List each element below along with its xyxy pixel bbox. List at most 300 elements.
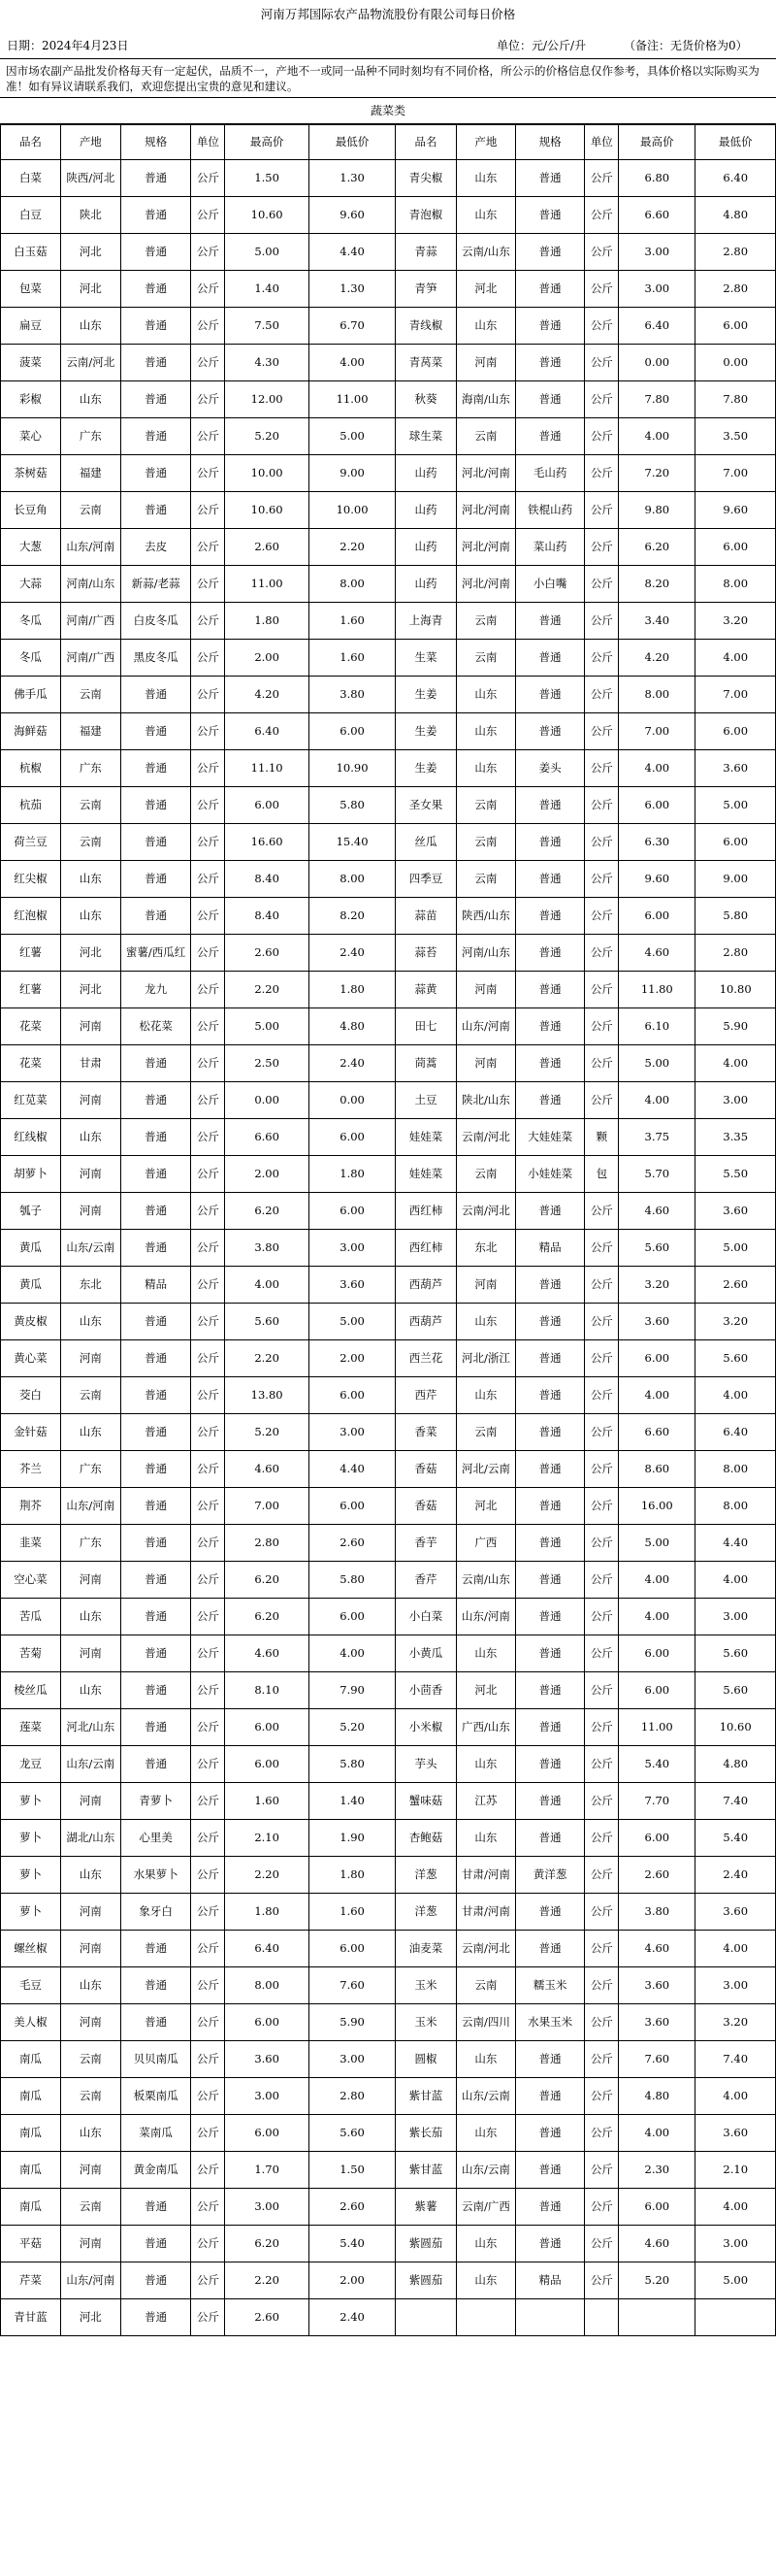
cell-min-price: 3.50	[695, 418, 776, 455]
cell-name: 紫圆茄	[396, 2226, 457, 2262]
cell-origin: 河南/山东	[60, 566, 120, 603]
cell-origin: 山东	[60, 1119, 120, 1156]
cell-max-price: 8.00	[225, 1967, 309, 2004]
cell-name: 上海青	[396, 603, 457, 640]
cell-unit: 公斤	[191, 972, 225, 1008]
cell-origin: 河南	[60, 2152, 120, 2189]
table-row	[1, 1562, 776, 1599]
cell-min-price: 5.00	[695, 2262, 776, 2299]
cell-name: 蒜苗	[396, 898, 457, 935]
cell-min-price: 4.00	[695, 1045, 776, 1082]
cell-unit: 公斤	[191, 787, 225, 824]
cell-origin	[457, 2299, 516, 2336]
cell-name: 黄瓜	[1, 1230, 61, 1267]
cell-origin: 云南	[457, 787, 516, 824]
cell-unit: 公斤	[585, 197, 619, 234]
cell-unit: 公斤	[585, 1820, 619, 1857]
cell-max-price: 2.80	[225, 1525, 309, 1562]
cell-name: 西兰花	[396, 1340, 457, 1377]
cell-name: 平菇	[1, 2226, 61, 2262]
cell-spec: 普通	[120, 2189, 191, 2226]
cell-min-price: 2.80	[695, 935, 776, 972]
cell-origin: 河北	[60, 2299, 120, 2336]
cell-origin: 河南	[60, 1894, 120, 1931]
cell-spec: 普通	[120, 455, 191, 492]
cell-max-price: 5.40	[619, 1746, 695, 1783]
cell-name: 芥兰	[1, 1451, 61, 1488]
cell-origin: 山东	[60, 381, 120, 418]
cell-spec: 普通	[515, 2041, 585, 2078]
cell-min-price: 2.60	[309, 1525, 396, 1562]
cell-min-price: 6.00	[309, 1599, 396, 1635]
cell-unit: 公斤	[191, 1783, 225, 1820]
cell-min-price: 2.10	[695, 2152, 776, 2189]
cell-origin: 河南/山东	[457, 935, 516, 972]
cell-min-price: 4.00	[309, 345, 396, 381]
cell-min-price: 5.50	[695, 1156, 776, 1193]
cell-spec: 普通	[120, 898, 191, 935]
price-unit: 单位：元/公斤/升	[497, 39, 587, 52]
cell-min-price: 5.90	[309, 2004, 396, 2041]
cell-name: 芋头	[396, 1746, 457, 1783]
cell-max-price: 6.00	[225, 787, 309, 824]
cell-spec: 普通	[515, 2078, 585, 2115]
cell-spec: 普通	[120, 1414, 191, 1451]
table-row	[1, 529, 776, 566]
cell-name: 南瓜	[1, 2152, 61, 2189]
cell-unit: 公斤	[191, 1820, 225, 1857]
cell-max-price: 10.00	[225, 455, 309, 492]
cell-max-price: 13.80	[225, 1377, 309, 1414]
cell-name: 大蒜	[1, 566, 61, 603]
cell-unit: 公斤	[191, 1525, 225, 1562]
cell-name: 西葫芦	[396, 1304, 457, 1340]
cell-origin: 云南	[457, 640, 516, 677]
cell-unit: 颗	[585, 1119, 619, 1156]
cell-min-price: 5.00	[309, 418, 396, 455]
cell-min-price: 1.60	[309, 603, 396, 640]
cell-min-price: 1.60	[309, 640, 396, 677]
cell-name: 扁豆	[1, 308, 61, 345]
cell-origin: 山东	[457, 2262, 516, 2299]
cell-unit: 公斤	[585, 566, 619, 603]
cell-min-price: 2.20	[309, 529, 396, 566]
cell-name: 菠菜	[1, 345, 61, 381]
cell-name: 蟹味菇	[396, 1783, 457, 1820]
cell-unit: 公斤	[585, 2226, 619, 2262]
cell-max-price: 2.60	[225, 529, 309, 566]
cell-origin: 河北	[457, 1672, 516, 1709]
table-row	[1, 972, 776, 1008]
table-row	[1, 2152, 776, 2189]
table-row	[1, 1820, 776, 1857]
cell-unit: 公斤	[585, 640, 619, 677]
table-row	[1, 2041, 776, 2078]
cell-max-price: 3.75	[619, 1119, 695, 1156]
cell-origin: 山东/云南	[60, 1230, 120, 1267]
cell-min-price: 5.60	[309, 2115, 396, 2152]
table-row	[1, 1304, 776, 1340]
cell-origin: 陕西/河北	[60, 160, 120, 197]
category-title: 蔬菜类	[0, 98, 776, 124]
cell-max-price: 11.10	[225, 750, 309, 787]
cell-unit: 公斤	[191, 455, 225, 492]
cell-origin: 山东	[60, 1414, 120, 1451]
cell-max-price: 4.00	[619, 2115, 695, 2152]
cell-origin: 河南	[60, 1562, 120, 1599]
cell-origin: 山东	[457, 1746, 516, 1783]
cell-name: 红薯	[1, 972, 61, 1008]
cell-name: 西红柿	[396, 1230, 457, 1267]
cell-origin: 陕西/山东	[457, 898, 516, 935]
cell-name: 棱丝瓜	[1, 1672, 61, 1709]
cell-origin: 山东	[457, 2041, 516, 2078]
cell-min-price: 2.80	[309, 2078, 396, 2115]
table-row	[1, 1672, 776, 1709]
cell-max-price: 0.00	[619, 345, 695, 381]
cell-unit: 公斤	[191, 2004, 225, 2041]
cell-name: 山药	[396, 566, 457, 603]
cell-max-price: 4.00	[619, 418, 695, 455]
cell-max-price: 7.20	[619, 455, 695, 492]
cell-unit: 公斤	[191, 1599, 225, 1635]
cell-origin: 河北/浙江	[457, 1340, 516, 1377]
cell-unit: 公斤	[191, 603, 225, 640]
cell-name: 香芋	[396, 1525, 457, 1562]
table-row	[1, 1635, 776, 1672]
cell-unit: 公斤	[585, 603, 619, 640]
cell-max-price: 4.60	[619, 935, 695, 972]
table-row	[1, 345, 776, 381]
cell-name: 冬瓜	[1, 640, 61, 677]
cell-max-price: 6.00	[619, 1820, 695, 1857]
cell-spec: 普通	[120, 1340, 191, 1377]
cell-min-price: 5.80	[309, 1562, 396, 1599]
cell-max-price: 3.20	[619, 1267, 695, 1304]
cell-name: 生姜	[396, 713, 457, 750]
cell-origin: 河北/河南	[457, 455, 516, 492]
cell-min-price: 2.40	[309, 935, 396, 972]
cell-origin: 福建	[60, 455, 120, 492]
cell-spec: 青萝卜	[120, 1783, 191, 1820]
cell-unit: 公斤	[191, 1451, 225, 1488]
cell-unit: 公斤	[191, 2115, 225, 2152]
cell-unit: 公斤	[191, 1894, 225, 1931]
cell-unit: 公斤	[585, 1857, 619, 1894]
table-row	[1, 2078, 776, 2115]
cell-max-price: 3.60	[619, 1304, 695, 1340]
cell-unit: 公斤	[585, 381, 619, 418]
cell-origin: 山东	[457, 197, 516, 234]
cell-name: 金针菇	[1, 1414, 61, 1451]
table-row	[1, 640, 776, 677]
table-row	[1, 1599, 776, 1635]
cell-unit: 公斤	[585, 1414, 619, 1451]
cell-name: 彩椒	[1, 381, 61, 418]
cell-spec: 普通	[120, 713, 191, 750]
cell-unit: 公斤	[585, 2041, 619, 2078]
cell-name: 油麦菜	[396, 1931, 457, 1967]
cell-unit: 公斤	[585, 1488, 619, 1525]
cell-spec: 普通	[120, 2226, 191, 2262]
cell-max-price: 7.00	[619, 713, 695, 750]
cell-spec: 普通	[120, 1746, 191, 1783]
cell-min-price: 3.20	[695, 1304, 776, 1340]
cell-max-price: 2.20	[225, 2262, 309, 2299]
cell-unit: 公斤	[585, 418, 619, 455]
cell-spec: 普通	[120, 1599, 191, 1635]
cell-spec: 普通	[120, 1451, 191, 1488]
cell-unit: 公斤	[585, 492, 619, 529]
cell-min-price: 3.20	[695, 603, 776, 640]
cell-min-price: 9.00	[695, 861, 776, 898]
cell-min-price: 3.60	[695, 2115, 776, 2152]
cell-name: 萝卜	[1, 1894, 61, 1931]
cell-unit: 公斤	[191, 1340, 225, 1377]
table-row	[1, 1340, 776, 1377]
cell-origin: 云南/四川	[457, 2004, 516, 2041]
cell-name: 紫长茄	[396, 2115, 457, 2152]
table-row	[1, 824, 776, 861]
cell-origin: 山东	[457, 1377, 516, 1414]
cell-max-price: 16.60	[225, 824, 309, 861]
cell-min-price: 3.80	[309, 677, 396, 713]
cell-spec: 黑皮冬瓜	[120, 640, 191, 677]
cell-unit: 公斤	[191, 234, 225, 271]
cell-unit: 公斤	[585, 1082, 619, 1119]
cell-max-price: 6.20	[225, 2226, 309, 2262]
cell-name: 球生菜	[396, 418, 457, 455]
cell-unit: 公斤	[191, 2078, 225, 2115]
cell-spec: 普通	[515, 898, 585, 935]
cell-name	[396, 2299, 457, 2336]
cell-min-price: 9.60	[695, 492, 776, 529]
cell-origin: 河北/云南	[457, 1451, 516, 1488]
cell-max-price: 6.20	[225, 1193, 309, 1230]
cell-spec: 普通	[120, 197, 191, 234]
cell-origin: 广西/山东	[457, 1709, 516, 1746]
cell-spec: 普通	[515, 197, 585, 234]
cell-max-price: 6.60	[225, 1119, 309, 1156]
cell-origin: 河北	[457, 1488, 516, 1525]
cell-unit: 公斤	[585, 1709, 619, 1746]
cell-spec: 普通	[515, 1377, 585, 1414]
cell-max-price: 6.40	[619, 308, 695, 345]
cell-min-price: 9.60	[309, 197, 396, 234]
cell-spec: 普通	[515, 603, 585, 640]
cell-max-price: 0.00	[225, 1082, 309, 1119]
cell-max-price: 6.00	[619, 2189, 695, 2226]
cell-spec: 普通	[515, 1525, 585, 1562]
cell-origin: 河北	[60, 271, 120, 308]
cell-origin: 云南	[457, 824, 516, 861]
cell-spec: 精品	[515, 2262, 585, 2299]
cell-max-price: 6.30	[619, 824, 695, 861]
page-title: 河南万邦国际农产品物流股份有限公司每日价格	[260, 7, 516, 21]
cell-min-price: 3.00	[695, 2226, 776, 2262]
table-row	[1, 1119, 776, 1156]
cell-min-price: 9.00	[309, 455, 396, 492]
cell-unit: 公斤	[585, 972, 619, 1008]
cell-name: 瓠子	[1, 1193, 61, 1230]
cell-min-price: 6.00	[309, 713, 396, 750]
cell-origin: 广西	[457, 1525, 516, 1562]
cell-origin: 河北	[60, 234, 120, 271]
cell-min-price: 2.00	[309, 1340, 396, 1377]
cell-spec: 普通	[120, 1931, 191, 1967]
cell-max-price: 11.00	[225, 566, 309, 603]
column-header-max-price: 最高价	[619, 125, 695, 160]
cell-name: 小白菜	[396, 1599, 457, 1635]
cell-max-price: 2.00	[225, 1156, 309, 1193]
cell-max-price: 8.00	[619, 677, 695, 713]
cell-spec: 普通	[515, 1488, 585, 1525]
table-row	[1, 1414, 776, 1451]
table-row	[1, 1746, 776, 1783]
table-row	[1, 1525, 776, 1562]
cell-spec: 普通	[515, 640, 585, 677]
cell-spec: 板栗南瓜	[120, 2078, 191, 2115]
cell-origin: 河南	[60, 1783, 120, 1820]
cell-min-price: 1.80	[309, 1857, 396, 1894]
cell-origin: 海南/山东	[457, 381, 516, 418]
cell-origin: 河南	[60, 2004, 120, 2041]
cell-unit: 公斤	[191, 1967, 225, 2004]
cell-name: 荷兰豆	[1, 824, 61, 861]
cell-min-price: 7.40	[695, 2041, 776, 2078]
cell-unit: 公斤	[191, 1857, 225, 1894]
cell-max-price: 10.60	[225, 492, 309, 529]
cell-min-price: 4.80	[695, 1746, 776, 1783]
cell-unit: 公斤	[585, 677, 619, 713]
cell-name: 毛豆	[1, 1967, 61, 2004]
table-row	[1, 1967, 776, 2004]
cell-unit: 公斤	[191, 1230, 225, 1267]
table-row	[1, 1931, 776, 1967]
cell-origin: 山东	[60, 1967, 120, 2004]
table-row	[1, 1783, 776, 1820]
cell-spec: 普通	[515, 1894, 585, 1931]
cell-name: 紫甘蓝	[396, 2078, 457, 2115]
cell-spec: 普通	[515, 418, 585, 455]
cell-min-price: 1.80	[309, 1156, 396, 1193]
cell-unit: 公斤	[191, 2189, 225, 2226]
cell-origin: 河北	[60, 972, 120, 1008]
cell-spec: 普通	[515, 1082, 585, 1119]
table-row	[1, 2226, 776, 2262]
cell-spec: 黄洋葱	[515, 1857, 585, 1894]
cell-name: 红苋菜	[1, 1082, 61, 1119]
cell-spec: 普通	[515, 381, 585, 418]
cell-origin: 山东	[60, 1599, 120, 1635]
cell-name: 红线椒	[1, 1119, 61, 1156]
cell-spec: 蜜薯/西瓜红	[120, 935, 191, 972]
cell-unit: 公斤	[191, 1488, 225, 1525]
cell-origin: 山东/河南	[60, 1488, 120, 1525]
cell-spec: 普通	[515, 824, 585, 861]
cell-spec: 普通	[515, 1931, 585, 1967]
cell-min-price: 3.35	[695, 1119, 776, 1156]
cell-min-price	[695, 2299, 776, 2336]
cell-unit: 公斤	[191, 861, 225, 898]
table-row	[1, 603, 776, 640]
cell-min-price: 6.70	[309, 308, 396, 345]
cell-spec: 普通	[120, 1709, 191, 1746]
cell-min-price: 3.60	[695, 750, 776, 787]
cell-spec: 普通	[120, 1082, 191, 1119]
cell-max-price: 4.60	[225, 1635, 309, 1672]
cell-min-price: 3.00	[309, 2041, 396, 2078]
cell-origin: 云南/山东	[457, 1562, 516, 1599]
cell-min-price: 4.40	[695, 1525, 776, 1562]
cell-origin: 河北/河南	[457, 529, 516, 566]
meta-bar	[0, 29, 776, 59]
cell-name: 生姜	[396, 677, 457, 713]
cell-min-price: 6.00	[309, 1377, 396, 1414]
cell-unit: 公斤	[585, 345, 619, 381]
cell-min-price: 7.00	[695, 455, 776, 492]
cell-origin: 陕北/山东	[457, 1082, 516, 1119]
cell-origin: 山东	[457, 2115, 516, 2152]
cell-min-price: 6.00	[695, 529, 776, 566]
cell-spec: 普通	[515, 677, 585, 713]
cell-name: 青莴菜	[396, 345, 457, 381]
cell-max-price: 3.40	[619, 603, 695, 640]
cell-min-price: 3.00	[695, 1082, 776, 1119]
cell-unit: 公斤	[585, 2152, 619, 2189]
cell-name: 南瓜	[1, 2078, 61, 2115]
cell-unit: 公斤	[585, 271, 619, 308]
cell-min-price: 5.60	[695, 1340, 776, 1377]
cell-spec: 普通	[515, 1709, 585, 1746]
column-header-max-price: 最高价	[225, 125, 309, 160]
cell-origin: 云南	[457, 1156, 516, 1193]
cell-unit: 公斤	[585, 1672, 619, 1709]
cell-max-price: 2.20	[225, 1340, 309, 1377]
cell-max-price: 3.00	[225, 2189, 309, 2226]
cell-name: 苦菊	[1, 1635, 61, 1672]
cell-unit: 公斤	[191, 197, 225, 234]
cell-origin: 甘肃/河南	[457, 1857, 516, 1894]
cell-origin: 河南	[60, 1082, 120, 1119]
cell-name: 田七	[396, 1008, 457, 1045]
cell-unit: 公斤	[585, 529, 619, 566]
cell-max-price: 3.60	[619, 2004, 695, 2041]
cell-origin: 湖北/山东	[60, 1820, 120, 1857]
cell-max-price: 4.60	[619, 2226, 695, 2262]
cell-unit: 公斤	[191, 271, 225, 308]
cell-unit: 公斤	[585, 787, 619, 824]
cell-spec: 普通	[515, 1304, 585, 1340]
cell-name: 山药	[396, 492, 457, 529]
cell-max-price: 4.00	[619, 1562, 695, 1599]
cell-min-price: 5.60	[695, 1635, 776, 1672]
cell-name: 南瓜	[1, 2041, 61, 2078]
cell-min-price: 5.00	[309, 1304, 396, 1340]
table-row	[1, 197, 776, 234]
cell-name: 青蒜	[396, 234, 457, 271]
cell-max-price: 6.60	[619, 1414, 695, 1451]
cell-origin: 山东	[457, 1820, 516, 1857]
cell-min-price: 4.40	[309, 1451, 396, 1488]
cell-max-price: 6.40	[225, 713, 309, 750]
cell-name: 花菜	[1, 1045, 61, 1082]
column-header-spec: 规格	[120, 125, 191, 160]
cell-max-price: 8.20	[619, 566, 695, 603]
cell-origin: 河南	[60, 2226, 120, 2262]
cell-min-price: 1.80	[309, 972, 396, 1008]
cell-max-price: 7.80	[619, 381, 695, 418]
